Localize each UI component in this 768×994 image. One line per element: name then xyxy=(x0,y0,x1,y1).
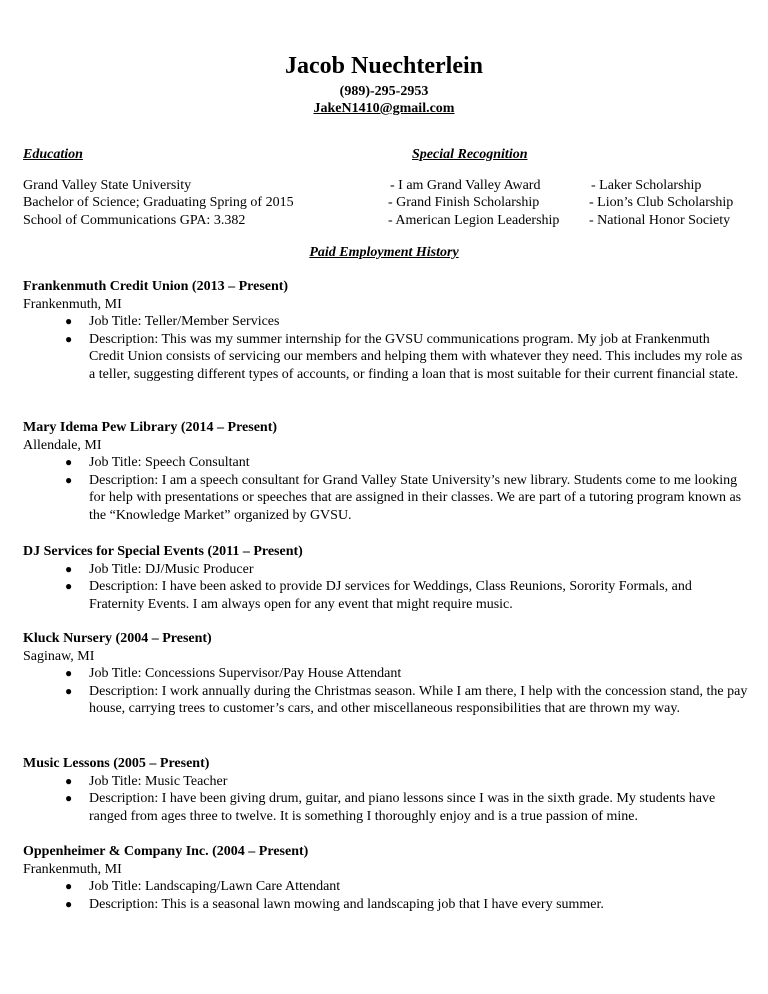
list-item xyxy=(23,313,748,331)
job-location: Frankenmuth, MI xyxy=(23,296,122,312)
list-item xyxy=(23,331,748,384)
job-title: Music Lessons (2005 – Present) xyxy=(23,756,210,771)
job-details xyxy=(23,454,748,524)
job-entry xyxy=(23,543,748,613)
education-line: Grand Valley State University xyxy=(23,178,192,193)
bullet-text: Description: This was my summer internship for the GVSU communications program. My job at Frankenmuth Credit Union consists of servicing our members and helping them with whatever they need. This includes my role as a teller, suggesting different types of accounts, or finding a loan that is most suitable for their current financial state. xyxy=(89,331,743,382)
list-item xyxy=(23,578,748,613)
bullet-icon: ● xyxy=(65,666,73,680)
bullet-icon: ● xyxy=(65,791,73,805)
job-title: Kluck Nursery (2004 – Present) xyxy=(23,631,212,646)
job-title: Oppenheimer & Company Inc. (2004 – Present) xyxy=(23,844,309,859)
list-item xyxy=(23,790,748,825)
bullet-icon: ● xyxy=(65,472,73,487)
bullet-icon: ● xyxy=(65,896,73,911)
applicant-name: Jacob Nuechterlein xyxy=(285,53,483,79)
bullet-text: Job Title: Concessions Supervisor/Pay House Attendant xyxy=(89,666,402,681)
bullet-icon: ● xyxy=(65,879,73,893)
bullet-icon: ● xyxy=(65,331,73,346)
bullet-text: Description: This is a seasonal lawn mowing and landscaping job that I have every summer. xyxy=(89,896,604,912)
bullet-text: Description: I have been giving drum, guitar, and piano lessons since I was in the sixth grade. My students have ranged from ages three to twelve. It is something I thoroughly enjoy and is a true passion of mine. xyxy=(89,791,716,824)
education-line: School of Communications GPA: 3.382 xyxy=(23,213,246,228)
list-item xyxy=(23,665,748,683)
education-line: Bachelor of Science; Graduating Spring of 2015 xyxy=(23,195,294,210)
job-entry xyxy=(23,278,748,383)
bullet-icon: ● xyxy=(65,314,73,328)
recognition-item: - Grand Finish Scholarship xyxy=(388,195,540,210)
bullet-icon: ● xyxy=(65,579,73,593)
job-details xyxy=(23,665,748,718)
bullet-icon: ● xyxy=(65,561,73,576)
job-title: Mary Idema Pew Library (2014 – Present) xyxy=(23,420,278,435)
job-details xyxy=(23,878,748,913)
list-item xyxy=(23,454,748,472)
recognition-item: - Lion’s Club Scholarship xyxy=(589,195,734,210)
list-item xyxy=(23,472,748,525)
bullet-text: Description: I have been asked to provide DJ services for Weddings, Class Reunions, Sorority Formals, and Fraternity Events. I am always open for any event that might require music. xyxy=(89,579,692,612)
bullet-text: Job Title: Landscaping/Lawn Care Attendant xyxy=(89,879,341,894)
list-item xyxy=(23,773,748,791)
job-entry xyxy=(23,755,748,825)
job-entry xyxy=(23,843,748,913)
phone-number: (989)-295-2953 xyxy=(339,84,429,99)
bullet-icon: ● xyxy=(65,773,73,788)
list-item xyxy=(23,561,748,579)
job-location: Saginaw, MI xyxy=(23,648,95,664)
recognition-item: - American Legion Leadership xyxy=(388,213,560,228)
job-entry xyxy=(23,419,748,524)
job-entry xyxy=(23,630,748,718)
bullet-text: Description: I work annually during the Christmas season. While I am there, I help with the concession stand, the pay house, carrying trees to customer’s cars, and other miscellaneous responsibilities that are thrown my way. xyxy=(89,683,748,716)
employment-heading: Paid Employment History xyxy=(309,245,459,260)
job-details xyxy=(23,561,748,614)
job-title: DJ Services for Special Events (2011 – Present) xyxy=(23,544,303,559)
recognition-heading: Special Recognition xyxy=(412,147,528,162)
bullet-text: Description: I am a speech consultant for Grand Valley State University’s new library. Students come to me looking for help with presentations or speeches that are assigned in their classes. We are part of a tutoring program known as the “Knowledge Market” organized by GVSU. xyxy=(89,472,742,523)
job-details xyxy=(23,313,748,383)
bullet-icon: ● xyxy=(65,683,73,698)
bullet-text: Job Title: Speech Consultant xyxy=(89,455,250,470)
bullet-text: Job Title: Teller/Member Services xyxy=(89,314,280,329)
recognition-item: - I am Grand Valley Award xyxy=(390,178,541,193)
education-heading: Education xyxy=(23,147,83,162)
job-title: Frankenmuth Credit Union (2013 – Present) xyxy=(23,279,289,294)
list-item xyxy=(23,896,748,914)
bullet-icon: ● xyxy=(65,455,73,469)
list-item xyxy=(23,683,748,718)
job-details xyxy=(23,773,748,826)
list-item xyxy=(23,878,748,896)
job-location: Allendale, MI xyxy=(23,437,102,453)
bullet-text: Job Title: DJ/Music Producer xyxy=(89,561,254,577)
recognition-item: - Laker Scholarship xyxy=(591,178,702,193)
recognition-item: - National Honor Society xyxy=(589,213,731,228)
email-link[interactable]: JakeN1410@gmail.com xyxy=(313,101,455,116)
bullet-text: Job Title: Music Teacher xyxy=(89,773,228,789)
job-location: Frankenmuth, MI xyxy=(23,861,122,877)
